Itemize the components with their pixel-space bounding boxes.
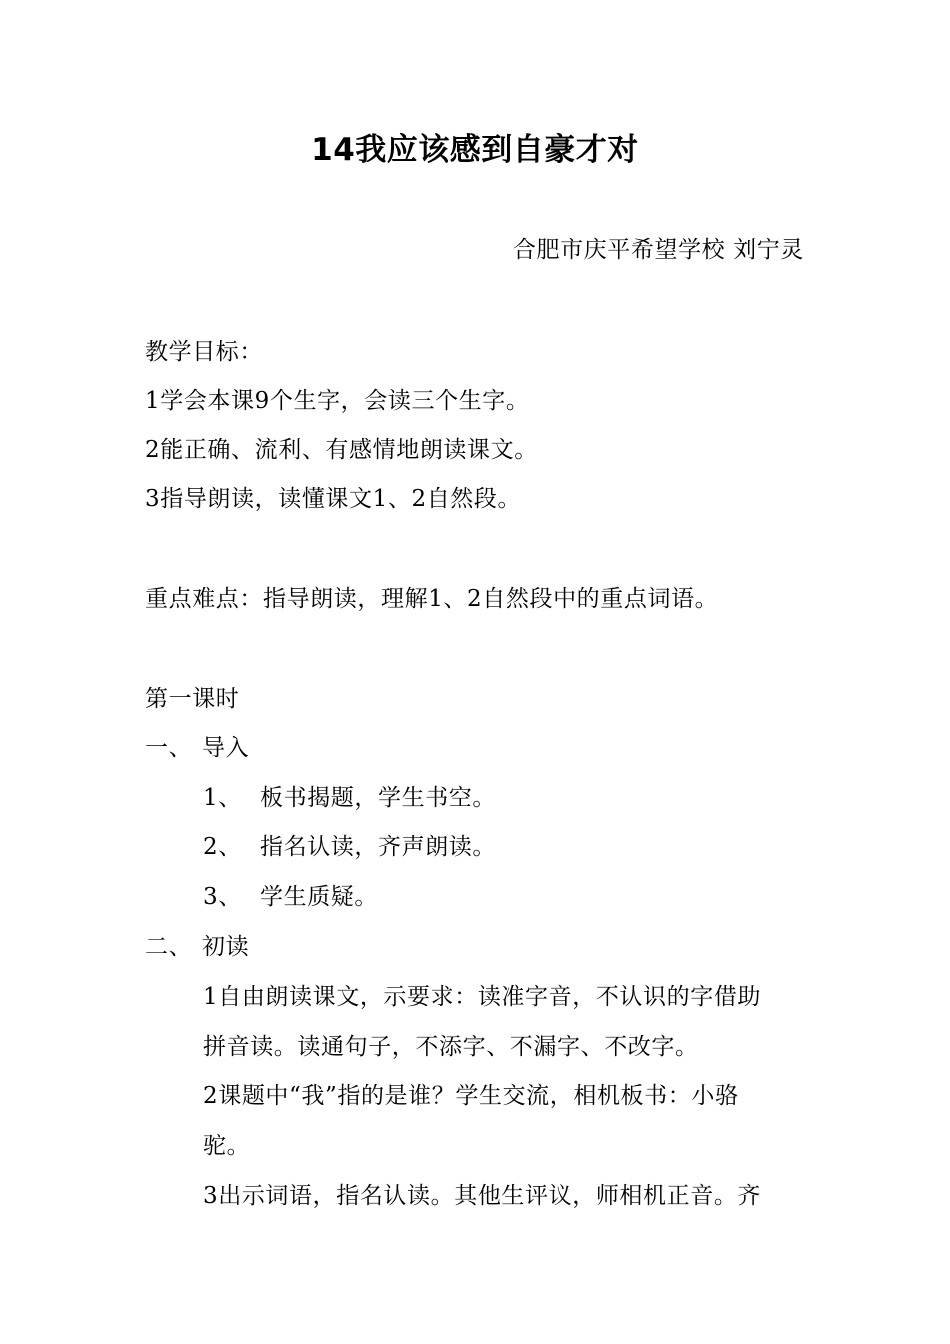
paragraph-line: 驼。 — [203, 1133, 251, 1159]
section-heading-first-reading — [145, 930, 249, 964]
section-title: 导入 — [202, 735, 250, 761]
section-heading-intro — [145, 731, 249, 765]
objective-item: 2能正确、流利、有感情地朗读课文。 — [145, 437, 538, 463]
list-item-text: 板书揭题，学生书空。 — [260, 785, 496, 811]
objectives-heading: 教学目标： — [145, 339, 263, 365]
list-item — [203, 830, 496, 864]
list-item-number: 1、 — [203, 785, 242, 811]
author-line: 合肥市庆平希望学校 刘宁灵 — [512, 237, 804, 263]
list-item — [203, 880, 378, 914]
list-item — [203, 781, 496, 815]
paragraph-line: 2课题中“我”指的是谁？学生交流，相机板书：小骆 — [203, 1083, 739, 1109]
paragraph-line: 1自由朗读课文，示要求：读准字音，不认识的字借助 — [203, 984, 762, 1010]
list-item-number: 2、 — [203, 834, 242, 860]
section-title: 初读 — [202, 934, 250, 960]
paragraph-line: 拼音读。读通句子，不添字、不漏字、不改字。 — [203, 1034, 699, 1060]
key-points-line: 重点难点：指导朗读，理解1、2自然段中的重点词语。 — [145, 586, 719, 612]
lesson-heading: 第一课时 — [145, 686, 240, 712]
list-item-text: 指名认读，齐声朗读。 — [260, 834, 496, 860]
section-number: 一、 — [145, 735, 193, 761]
list-item-number: 3、 — [203, 884, 242, 910]
document-title: 14我应该感到自豪才对 — [311, 132, 639, 168]
objective-item: 1学会本课9个生字，会读三个生字。 — [145, 388, 530, 414]
paragraph-line: 3出示词语，指名认读。其他生评议，师相机正音。齐 — [203, 1183, 762, 1209]
list-item-text: 学生质疑。 — [260, 884, 378, 910]
objective-item: 3指导朗读，读懂课文1、2自然段。 — [145, 486, 522, 512]
section-number: 二、 — [145, 934, 193, 960]
